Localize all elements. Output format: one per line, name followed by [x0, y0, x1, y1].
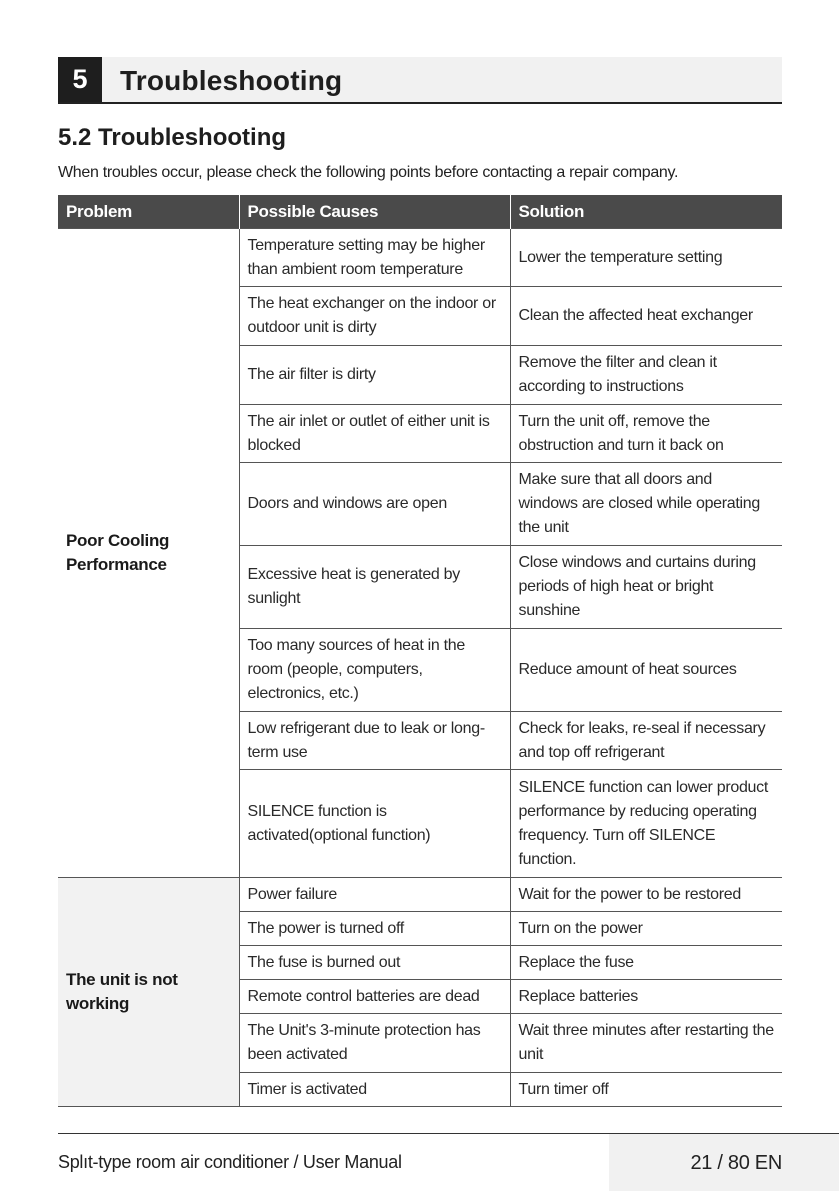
cause-cell: The Unit's 3-minute protection has been activated — [239, 1014, 510, 1073]
troubleshooting-table — [58, 195, 782, 1107]
cause-cell: Remote control batteries are dead — [239, 980, 510, 1014]
solution-cell: Wait for the power to be restored — [510, 878, 782, 912]
cause-cell: Timer is activated — [239, 1073, 510, 1107]
solution-cell: Replace the fuse — [510, 946, 782, 980]
cause-cell: SILENCE function is activated(optional function) — [239, 770, 510, 878]
solution-cell: Reduce amount of heat sources — [510, 629, 782, 712]
header-problem: Problem — [58, 195, 239, 229]
cause-cell: Low refrigerant due to leak or long-term use — [239, 712, 510, 770]
cause-cell: Too many sources of heat in the room (people, computers, electronics, etc.) — [239, 629, 510, 712]
problem-cell: The unit is not working — [58, 878, 239, 1107]
solution-cell: Check for leaks, re-seal if necessary and top off refrigerant — [510, 712, 782, 770]
solution-cell: Lower the temperature setting — [510, 229, 782, 287]
page-number: 21 / 80 EN — [690, 1152, 782, 1174]
footer-title: Splıt-type room air conditioner / User Manual — [58, 1152, 402, 1172]
cause-cell: Excessive heat is generated by sunlight — [239, 546, 510, 629]
chapter-header — [58, 57, 782, 104]
solution-cell: Replace batteries — [510, 980, 782, 1014]
cause-cell: The air filter is dirty — [239, 346, 510, 405]
solution-cell: Turn on the power — [510, 912, 782, 946]
cause-cell: The fuse is burned out — [239, 946, 510, 980]
header-solution: Solution — [510, 195, 782, 229]
table-header-row — [58, 195, 782, 229]
solution-cell: Close windows and curtains during periods of high heat or bright sunshine — [510, 546, 782, 629]
solution-cell: Make sure that all doors and windows are closed while operating the unit — [510, 463, 782, 546]
cause-cell: The air inlet or outlet of either unit is blocked — [239, 405, 510, 463]
solution-cell: Wait three minutes after restarting the unit — [510, 1014, 782, 1073]
chapter-number: 5 — [58, 57, 102, 102]
intro-text: When troubles occur, please check the following points before contacting a repair company. — [58, 164, 679, 181]
cause-cell: The heat exchanger on the indoor or outdoor unit is dirty — [239, 287, 510, 346]
cause-cell: The power is turned off — [239, 912, 510, 946]
cause-cell: Power failure — [239, 878, 510, 912]
section-title: 5.2 Troubleshooting — [58, 124, 287, 151]
table-row — [58, 878, 782, 912]
cause-cell: Doors and windows are open — [239, 463, 510, 546]
problem-cell: Poor Cooling Performance — [58, 229, 239, 878]
chapter-title: Troubleshooting — [120, 65, 343, 96]
cause-cell: Temperature setting may be higher than ambient room temperature — [239, 229, 510, 287]
solution-cell: SILENCE function can lower product performance by reducing operating frequency. Turn off SILENCE function. — [510, 770, 782, 878]
table-row — [58, 229, 782, 287]
solution-cell: Turn the unit off, remove the obstruction and turn it back on — [510, 405, 782, 463]
solution-cell: Turn timer off — [510, 1073, 782, 1107]
solution-cell: Remove the filter and clean it according to instructions — [510, 346, 782, 405]
solution-cell: Clean the affected heat exchanger — [510, 287, 782, 346]
header-causes: Possible Causes — [239, 195, 510, 229]
